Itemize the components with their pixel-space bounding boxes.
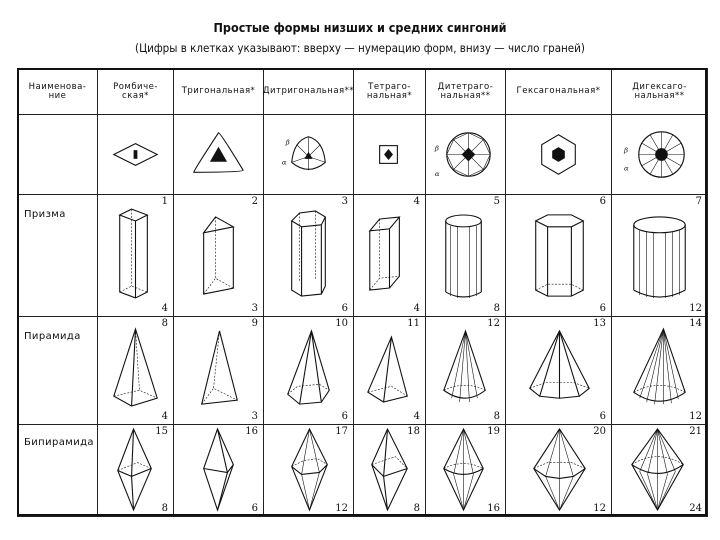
form-number: 5	[493, 196, 500, 207]
face-count: 12	[689, 303, 702, 314]
face-count: 6	[341, 411, 348, 422]
alpha-label: α	[623, 164, 629, 173]
row-name: Призма	[24, 209, 66, 220]
header-name: Наименова- ние	[28, 81, 87, 101]
beta-label: β	[623, 146, 628, 155]
form-number: 2	[251, 196, 258, 207]
page-title: Простые формы низших и средних сингоний	[213, 20, 507, 35]
header-label: Тетраго- нальная*	[366, 81, 413, 101]
form-number: 3	[341, 196, 348, 207]
form-number: 8	[161, 318, 168, 329]
form-number: 17	[335, 426, 348, 437]
form-number: 21	[689, 426, 702, 437]
header-label: Дитетраго- нальная**	[437, 81, 494, 101]
face-count: 3	[251, 411, 258, 422]
face-count: 12	[689, 411, 702, 422]
table-frame	[17, 68, 707, 516]
form-number: 12	[487, 318, 500, 329]
face-count: 6	[599, 303, 606, 314]
form-number: 13	[593, 318, 606, 329]
form-number: 20	[593, 426, 606, 437]
form-number: 16	[245, 426, 258, 437]
beta-label: β	[434, 144, 439, 153]
face-count: 8	[161, 503, 168, 514]
form-number: 4	[413, 196, 420, 207]
form-number: 9	[251, 318, 258, 329]
header-label: Дигексаго- нальная**	[632, 81, 687, 101]
face-count: 3	[251, 303, 258, 314]
face-count: 4	[161, 303, 168, 314]
form-number: 14	[689, 318, 702, 329]
face-count: 4	[413, 303, 420, 314]
face-count: 12	[335, 503, 348, 514]
form-number: 15	[155, 426, 168, 437]
row-name: Пирамида	[24, 331, 81, 342]
form-number: 6	[599, 196, 606, 207]
face-count: 4	[413, 411, 420, 422]
face-count: 8	[493, 303, 500, 314]
face-count: 6	[341, 303, 348, 314]
face-count: 16	[487, 503, 500, 514]
form-number: 1	[161, 196, 168, 207]
face-count: 12	[593, 503, 606, 514]
form-number: 18	[407, 426, 420, 437]
face-count: 6	[251, 503, 258, 514]
form-number: 19	[487, 426, 500, 437]
alpha-label: α	[281, 158, 287, 167]
face-count: 8	[493, 411, 500, 422]
face-count: 4	[161, 411, 168, 422]
form-number: 10	[335, 318, 348, 329]
header-label: Ромбиче- ская*	[113, 81, 158, 101]
form-number: 11	[407, 318, 420, 329]
header-label: Дитригональная**	[262, 86, 355, 96]
header-label: Гексагональная*	[516, 86, 601, 96]
beta-label: β	[285, 138, 290, 147]
alpha-label: α	[434, 170, 440, 179]
page-subtitle: (Цифры в клетках указывают: вверху — нумерацию форм, внизу — число граней)	[135, 41, 585, 55]
face-count: 24	[689, 503, 702, 514]
face-count: 8	[413, 503, 420, 514]
row-name: Бипирамида	[24, 437, 94, 448]
header-label: Тригональная*	[181, 86, 256, 96]
form-number: 7	[695, 196, 702, 207]
face-count: 6	[599, 411, 606, 422]
